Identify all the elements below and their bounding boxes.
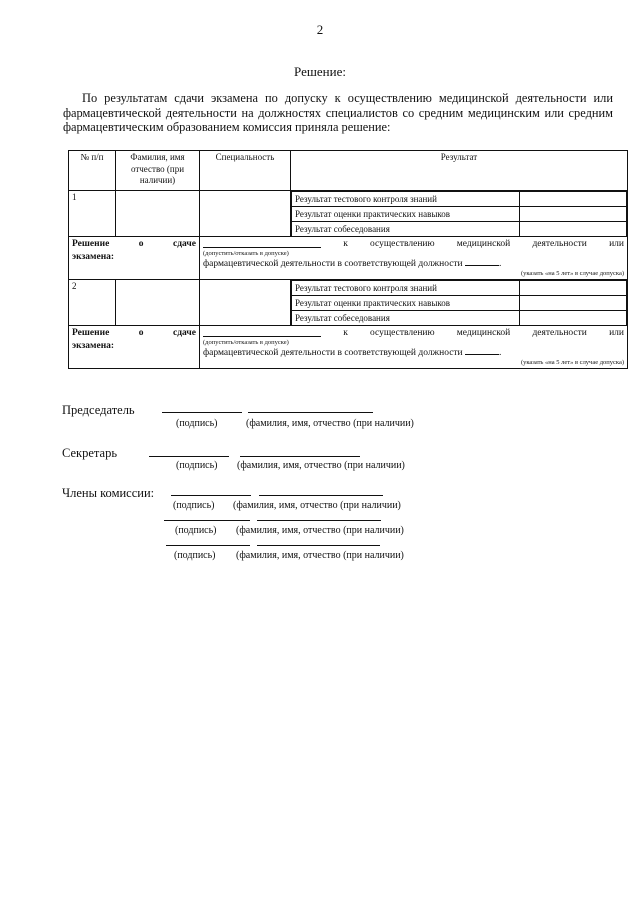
decision-text: к осуществлению медицинской деятельности или (допустить/отказать в допуске) фармацевтической деятельности в соответствующей должности . (указать «на 5 лет» в случае допуска) <box>200 326 628 369</box>
secretary-signature-line <box>149 456 229 457</box>
secretary-name-line <box>240 456 360 457</box>
header-result: Результат <box>291 151 628 191</box>
result-cell <box>291 280 628 326</box>
entry-name-cell <box>116 191 200 237</box>
decision-blank <box>203 238 321 248</box>
header-specialty: Специальность <box>200 151 291 191</box>
decision-title: Решение: <box>294 64 346 79</box>
fullname-caption: (фамилия, имя, отчество (при наличии) <box>237 460 405 471</box>
entry-number: 2 <box>69 280 116 326</box>
secretary-label: Секретарь <box>62 446 118 460</box>
result-value <box>519 296 626 311</box>
signature-caption: (подпись) <box>175 525 217 536</box>
decision-label: Решение о сдаче экзамена: <box>69 237 200 280</box>
fullname-caption: (фамилия, имя, отчество (при наличии) <box>236 550 404 561</box>
table-row <box>69 191 628 237</box>
page-number: 2 <box>316 22 324 37</box>
decision-caption: (допустить/отказать в допуске) <box>203 339 289 346</box>
result-row-test: Результат тестового контроля знаний <box>292 281 520 296</box>
member-signature-line <box>164 520 250 521</box>
member-name-line <box>259 495 383 496</box>
entry-name-cell <box>116 280 200 326</box>
fullname-caption: (фамилия, имя, отчество (при наличии) <box>246 418 414 429</box>
result-subtable <box>291 280 627 325</box>
decision-blank <box>203 327 321 337</box>
result-value <box>519 311 626 326</box>
decision-caption: (допустить/отказать в допуске) <box>203 250 289 257</box>
results-table <box>68 150 628 369</box>
result-value <box>519 222 626 237</box>
decision-text: к осуществлению медицинской деятельности или (допустить/отказать в допуске) фармацевтической деятельности в соответствующей должности . (указать «на 5 лет» в случае допуска) <box>200 237 628 280</box>
intro-paragraph: По результатам сдачи экзамена по допуску к осуществлению медицинской деятельности или фармацевтической деятельности на должностях специалистов со средним медицинским или средним фармацевтическим образованием комиссия приняла решение: <box>63 91 613 134</box>
header-number: № п/п <box>69 151 116 191</box>
chairman-label: Председатель <box>62 403 135 417</box>
entry-number: 1 <box>69 191 116 237</box>
table-row <box>69 280 628 326</box>
entry-specialty-cell <box>200 191 291 237</box>
decision-term-caption: (указать «на 5 лет» в случае допуска) <box>520 359 625 366</box>
member-name-line <box>257 520 381 521</box>
decision-label: Решение о сдаче экзамена: <box>69 326 200 369</box>
fullname-caption: (фамилия, имя, отчество (при наличии) <box>236 525 404 536</box>
table-header-row <box>69 151 628 191</box>
decision-term-caption: (указать «на 5 лет» в случае допуска) <box>520 270 625 277</box>
result-cell <box>291 191 628 237</box>
member-signature-line <box>171 495 251 496</box>
result-value <box>519 207 626 222</box>
members-label: Члены комиссии: <box>62 486 155 500</box>
entry-specialty-cell <box>200 280 291 326</box>
result-row-test: Результат тестового контроля знаний <box>292 192 520 207</box>
result-row-interview: Результат собеседования <box>292 311 520 326</box>
member-signature-line <box>166 545 250 546</box>
decision-row <box>69 326 628 369</box>
fullname-caption: (фамилия, имя, отчество (при наличии) <box>233 500 401 511</box>
chairman-signature-line <box>162 412 242 413</box>
member-name-line <box>257 545 380 546</box>
result-row-interview: Результат собеседования <box>292 222 520 237</box>
result-value <box>519 281 626 296</box>
result-subtable <box>291 191 627 236</box>
signature-caption: (подпись) <box>176 418 218 429</box>
header-name: Фамилия, имя отчество (при наличии) <box>116 151 200 191</box>
result-row-skills: Результат оценки практических навыков <box>292 207 520 222</box>
result-value <box>519 192 626 207</box>
decision-row <box>69 237 628 280</box>
signature-caption: (подпись) <box>176 460 218 471</box>
result-row-skills: Результат оценки практических навыков <box>292 296 520 311</box>
signature-caption: (подпись) <box>174 550 216 561</box>
chairman-name-line <box>248 412 373 413</box>
signature-caption: (подпись) <box>173 500 215 511</box>
